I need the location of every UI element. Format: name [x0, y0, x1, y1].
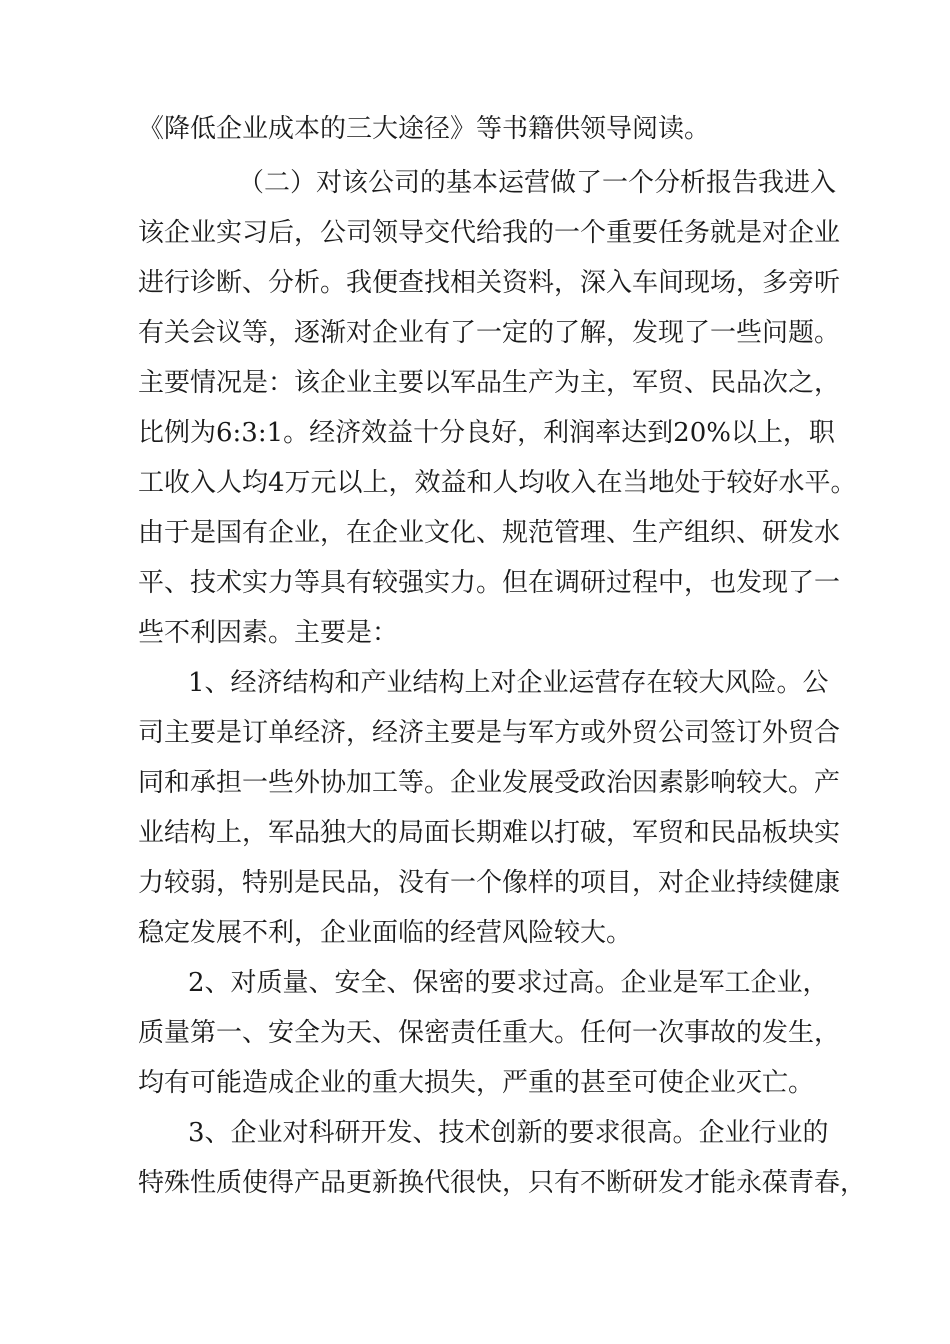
text-line: 由于是国有企业，在企业文化、规范管理、生产组织、研发水: [138, 518, 841, 548]
text-line: 有关会议等，逐渐对企业有了一定的了解，发现了一些问题。: [138, 318, 841, 348]
text-line: 质量第一、安全为天、保密责任重大。任何一次事故的发生，: [138, 1018, 841, 1048]
text-line: 力较弱，特别是民品，没有一个像样的项目，对企业持续健康: [138, 868, 841, 898]
text-line: 同和承担一些外协加工等。企业发展受政治因素影响较大。产: [138, 768, 841, 798]
text-line: 比例为6:3:1。经济效益十分良好，利润率达到20%以上，职: [138, 418, 835, 448]
text-line: 《降低企业成本的三大途径》等书籍供领导阅读。: [138, 114, 711, 144]
text-line: 主要情况是：该企业主要以军品生产为主，军贸、民品次之，: [138, 368, 841, 398]
text-line: 司主要是订单经济，经济主要是与军方或外贸公司签订外贸合: [138, 718, 841, 748]
text-line: （二）对该公司的基本运营做了一个分析报告我进入: [238, 168, 837, 198]
text-line: 业结构上，军品独大的局面长期难以打破，军贸和民品板块实: [138, 818, 841, 848]
text-line: 进行诊断、分析。我便查找相关资料，深入车间现场，多旁听: [138, 268, 841, 298]
text-line: 工收入人均4万元以上，效益和人均收入在当地处于较好水平。: [138, 468, 857, 498]
text-line: 3、企业对科研开发、技术创新的要求很高。企业行业的: [188, 1118, 829, 1148]
text-line: 2、对质量、安全、保密的要求过高。企业是军工企业，: [188, 968, 829, 998]
text-line: 些不利因素。主要是：: [138, 618, 399, 648]
text-line: 1、经济结构和产业结构上对企业运营存在较大风险。公: [188, 668, 829, 698]
text-line: 该企业实习后，公司领导交代给我的一个重要任务就是对企业: [138, 218, 841, 248]
text-line: 特殊性质使得产品更新换代很快，只有不断研发才能永葆青春，: [138, 1168, 867, 1198]
text-line: 平、技术实力等具有较强实力。但在调研过程中，也发现了一: [138, 568, 841, 598]
text-line: 均有可能造成企业的重大损失，严重的甚至可使企业灭亡。: [138, 1068, 815, 1098]
text-line: 稳定发展不利，企业面临的经营风险较大。: [138, 918, 633, 948]
